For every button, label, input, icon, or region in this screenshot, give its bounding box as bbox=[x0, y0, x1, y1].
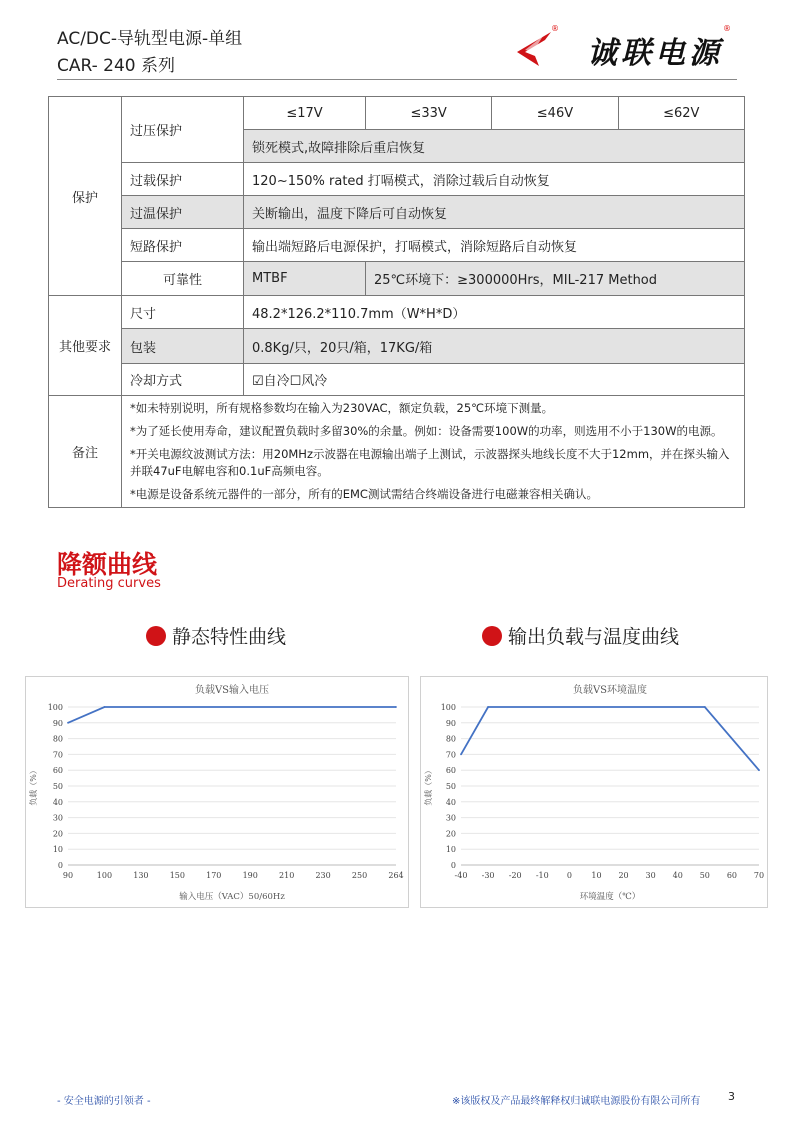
chart-svg bbox=[421, 677, 767, 907]
chart-load-vs-ambient-temperature bbox=[420, 676, 768, 908]
x-tick-label: 264 bbox=[388, 871, 404, 880]
y-tick-label: 40 bbox=[445, 797, 456, 807]
y-tick-label: 20 bbox=[445, 829, 456, 839]
otp-label: 过温保护 bbox=[122, 196, 244, 229]
right-chart-heading bbox=[482, 622, 679, 646]
x-tick-label: -10 bbox=[535, 871, 549, 880]
x-tick-label: 130 bbox=[133, 871, 149, 880]
footer-copyright: ※该版权及产品最终解释权归诚联电源股份有限公司所有 bbox=[452, 1096, 701, 1107]
x-tick-label: 150 bbox=[169, 871, 185, 880]
size-label: 尺寸 bbox=[122, 296, 244, 329]
note-item: *电源是设备系统元器件的一部分，所有的EMC测试需结合终端设备进行电磁兼容相关确认。 bbox=[130, 487, 598, 501]
x-tick-label: 0 bbox=[566, 871, 572, 880]
y-tick-label: 20 bbox=[52, 829, 63, 839]
x-tick-label: 40 bbox=[672, 871, 683, 880]
cooling-label: 冷却方式 bbox=[122, 364, 244, 396]
category-protection: 保护 bbox=[49, 97, 122, 296]
right-heading-text: 输出负载与温度曲线 bbox=[508, 626, 680, 648]
registered-mark: ® bbox=[723, 24, 731, 33]
y-tick-label: 10 bbox=[52, 845, 63, 855]
note-item: *开关电源纹波测试方法：用20MHz示波器在电源输出端子上测试，示波器探头地线长度不大于12mm，并在探头输入并联47uF电解电容和0.1uF高频电容。 bbox=[130, 447, 730, 478]
left-chart-heading bbox=[146, 622, 286, 646]
x-tick-label: 30 bbox=[645, 871, 656, 880]
chart-title: 负载VS环境温度 bbox=[572, 685, 648, 696]
chart-title: 负载VS输入电压 bbox=[194, 685, 270, 696]
data-point bbox=[104, 706, 106, 708]
y-tick-label: 80 bbox=[52, 734, 63, 744]
y-tick-label: 70 bbox=[445, 750, 456, 760]
x-tick-label: -30 bbox=[481, 871, 495, 880]
y-tick-label: 80 bbox=[445, 734, 456, 744]
x-axis-label: 输入电压（VAC）50/60Hz bbox=[179, 892, 285, 902]
logo-arrow-icon bbox=[511, 28, 555, 68]
y-tick-label: 30 bbox=[52, 813, 63, 823]
x-tick-label: 90 bbox=[62, 871, 74, 880]
y-tick-label: 40 bbox=[52, 797, 63, 807]
x-tick-label: 230 bbox=[315, 871, 331, 880]
doc-title-line1: AC/DC-导轨型电源-单组 bbox=[57, 29, 243, 49]
category-other: 其他要求 bbox=[49, 296, 122, 396]
y-tick-label: 90 bbox=[52, 718, 63, 728]
y-axis-label: 负载（%） bbox=[424, 766, 433, 806]
ovp-mode: 锁死模式,故障排除后重启恢复 bbox=[244, 130, 745, 163]
mtbf-label: MTBF bbox=[244, 262, 366, 296]
scp-value: 输出端短路后电源保护，打嗝模式，消除短路后自动恢复 bbox=[244, 229, 745, 262]
logo-text: 诚联电源 bbox=[587, 36, 723, 71]
y-tick-label: 0 bbox=[57, 861, 63, 870]
x-axis-label: 环境温度（℃） bbox=[579, 892, 641, 902]
x-tick-label: 190 bbox=[242, 871, 258, 880]
mtbf-value: 25℃环境下：≥300000Hrs，MIL-217 Method bbox=[366, 262, 745, 296]
footer-slogan: - 安全电源的引领者 - bbox=[57, 1096, 151, 1107]
company-logo bbox=[511, 24, 731, 71]
x-tick-label: 50 bbox=[699, 871, 710, 880]
x-tick-label: 60 bbox=[726, 871, 738, 880]
section-title: 降额曲线 bbox=[57, 550, 158, 579]
red-bullet-icon bbox=[146, 626, 166, 646]
pack-label: 包装 bbox=[122, 329, 244, 364]
ovp-value-2: ≤33V bbox=[366, 97, 492, 130]
y-tick-label: 70 bbox=[52, 750, 63, 760]
cooling-value: ☑自冷☐风冷 bbox=[244, 364, 745, 396]
data-point bbox=[704, 706, 706, 708]
data-point bbox=[395, 706, 397, 708]
left-heading-text: 静态特性曲线 bbox=[172, 626, 287, 648]
scp-label: 短路保护 bbox=[122, 229, 244, 262]
category-notes: 备注 bbox=[49, 396, 122, 508]
y-tick-label: 10 bbox=[445, 845, 456, 855]
x-tick-label: 210 bbox=[279, 871, 295, 880]
series-line bbox=[68, 707, 396, 723]
ovp-value-4: ≤62V bbox=[618, 97, 744, 130]
y-tick-label: 60 bbox=[445, 766, 456, 776]
y-axis-label: 负载（%） bbox=[29, 766, 38, 806]
notes-cell bbox=[122, 396, 745, 508]
data-point bbox=[758, 769, 760, 771]
x-tick-label: -20 bbox=[508, 871, 522, 880]
y-tick-label: 0 bbox=[450, 861, 456, 870]
section-subtitle: Derating curves bbox=[57, 576, 161, 591]
note-item: *为了延长使用寿命，建议配置负载时多留30%的余量。例如：设备需要100W的功率，则选用不小于130W的电源。 bbox=[130, 424, 723, 438]
y-tick-label: 50 bbox=[445, 782, 456, 791]
chart-svg bbox=[26, 677, 408, 907]
y-tick-label: 50 bbox=[52, 782, 63, 791]
registered-mark: ® bbox=[551, 24, 559, 33]
x-tick-label: 20 bbox=[618, 871, 629, 880]
note-item: *如未特别说明，所有规格参数均在输入为230VAC，额定负载，25℃环境下测量。 bbox=[130, 401, 554, 415]
data-point bbox=[460, 754, 462, 756]
y-tick-label: 100 bbox=[440, 703, 456, 712]
page-number: 3 bbox=[728, 1090, 735, 1103]
size-value: 48.2*126.2*110.7mm（W*H*D） bbox=[244, 296, 745, 329]
x-tick-label: 100 bbox=[96, 871, 113, 880]
y-tick-label: 100 bbox=[47, 703, 63, 712]
page-header bbox=[57, 22, 737, 80]
data-point bbox=[67, 722, 69, 724]
x-tick-label: 10 bbox=[591, 871, 602, 880]
y-tick-label: 30 bbox=[445, 813, 456, 823]
chart-load-vs-input-voltage bbox=[25, 676, 409, 908]
spec-table bbox=[48, 96, 745, 508]
x-tick-label: 250 bbox=[351, 871, 368, 880]
ovp-value-1: ≤17V bbox=[244, 97, 366, 130]
x-tick-label: -40 bbox=[454, 871, 468, 880]
x-tick-label: 170 bbox=[206, 871, 222, 880]
olp-value: 120~150% rated 打嗝模式，消除过载后自动恢复 bbox=[244, 163, 745, 196]
data-point bbox=[487, 706, 489, 708]
y-tick-label: 90 bbox=[445, 718, 456, 728]
ovp-value-3: ≤46V bbox=[492, 97, 618, 130]
olp-label: 过载保护 bbox=[122, 163, 244, 196]
y-tick-label: 60 bbox=[52, 766, 63, 776]
x-tick-label: 70 bbox=[753, 871, 765, 880]
doc-title-line2: CAR- 240 系列 bbox=[57, 56, 176, 76]
category-reliability: 可靠性 bbox=[122, 262, 244, 296]
red-bullet-icon bbox=[482, 626, 502, 646]
pack-value: 0.8Kg/只，20只/箱，17KG/箱 bbox=[244, 329, 745, 364]
ovp-label: 过压保护 bbox=[122, 97, 244, 163]
otp-value: 关断输出，温度下降后可自动恢复 bbox=[244, 196, 745, 229]
